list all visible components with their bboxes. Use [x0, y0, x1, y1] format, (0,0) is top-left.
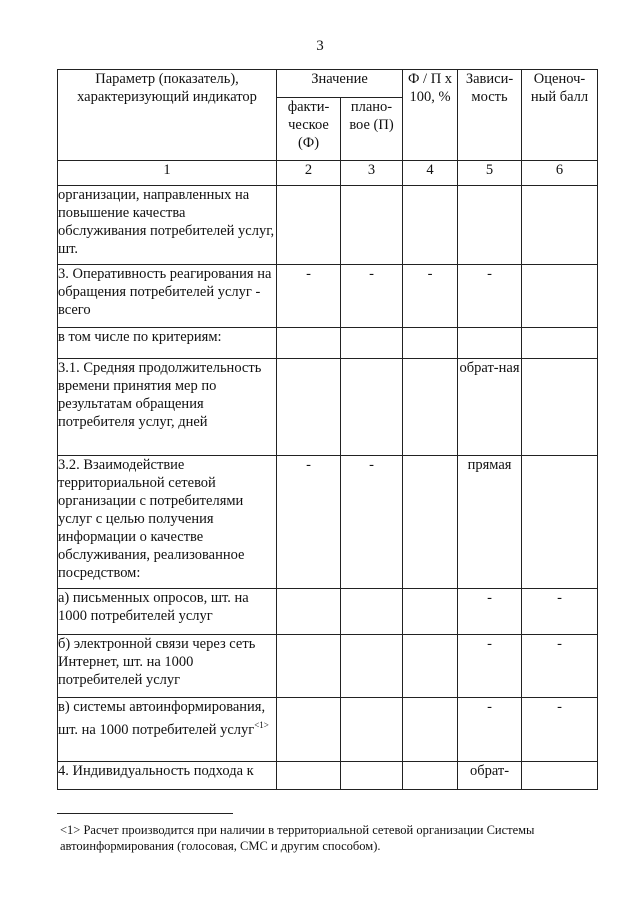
- row-dependency: [458, 186, 522, 265]
- row-score: [522, 186, 598, 265]
- row-planned: [341, 635, 403, 698]
- row-planned: -: [341, 456, 403, 589]
- row-param: 3.2. Взаимодействие территориальной сетевой организации с потребителями услуг с целью получения информации о качестве обслуживания, реализованное посредством:: [58, 456, 277, 589]
- row-actual: [277, 359, 341, 456]
- footnote: <1> Расчет производится при наличии в территориальной сетевой организации Системы автоинформирования (голосовая, СМС и другим способом).: [60, 823, 535, 853]
- row-score: -: [522, 589, 598, 635]
- header-value-group: Значение: [277, 70, 403, 98]
- indicator-table: [57, 69, 598, 790]
- row-actual: -: [277, 265, 341, 328]
- column-number-row: [58, 161, 598, 186]
- row-actual: -: [277, 456, 341, 589]
- table-row: [58, 328, 598, 359]
- row-dependency: обрат-: [458, 762, 522, 790]
- row-dependency: -: [458, 589, 522, 635]
- row-dependency: -: [458, 265, 522, 328]
- row-score: -: [522, 635, 598, 698]
- row-planned: -: [341, 265, 403, 328]
- row-dependency: [458, 328, 522, 359]
- header-row: [58, 70, 598, 98]
- row-actual: [277, 589, 341, 635]
- table-row: [58, 456, 598, 589]
- row-param: а) письменных опросов, шт. на 1000 потребителей услуг: [58, 589, 277, 635]
- row-ratio: [403, 635, 458, 698]
- column-number: 4: [403, 161, 458, 186]
- row-param: б) электронной связи через сеть Интернет, шт. на 1000 потребителей услуг: [58, 635, 277, 698]
- row-ratio: [403, 186, 458, 265]
- header-score: Оценоч-ный балл: [522, 70, 598, 161]
- row-ratio: [403, 589, 458, 635]
- row-ratio: [403, 359, 458, 456]
- row-planned: [341, 589, 403, 635]
- row-param: в том числе по критериям:: [58, 328, 277, 359]
- row-ratio: [403, 328, 458, 359]
- table-row: [58, 265, 598, 328]
- row-actual: [277, 762, 341, 790]
- row-score: [522, 359, 598, 456]
- row-dependency: обрат-ная: [458, 359, 522, 456]
- row-planned: [341, 698, 403, 762]
- row-planned: [341, 762, 403, 790]
- row-planned: [341, 359, 403, 456]
- row-ratio: [403, 698, 458, 762]
- column-number: 1: [58, 161, 277, 186]
- row-actual: [277, 186, 341, 265]
- table-row: [58, 762, 598, 790]
- row-planned: [341, 186, 403, 265]
- row-param: 3. Оперативность реагирования на обращения потребителей услуг - всего: [58, 265, 277, 328]
- column-number: 6: [522, 161, 598, 186]
- column-number: 5: [458, 161, 522, 186]
- row-dependency: прямая: [458, 456, 522, 589]
- header-planned: плано-вое (П): [341, 98, 403, 161]
- row-param-text: в) системы автоинформирования, шт. на 1000 потребителей услуг: [58, 699, 266, 738]
- row-param: 3.1. Средняя продолжительность времени принятия мер по результатам обращения потребителя услуг, дней: [58, 359, 277, 456]
- row-actual: [277, 698, 341, 762]
- table-row: [58, 186, 598, 265]
- row-ratio: [403, 762, 458, 790]
- footnote-marker: <1>: [254, 720, 269, 730]
- row-param: 4. Индивидуальность подхода к: [58, 762, 277, 790]
- row-planned: [341, 328, 403, 359]
- row-param: [58, 698, 277, 762]
- table-row: [58, 635, 598, 698]
- row-score: [522, 265, 598, 328]
- column-number: 2: [277, 161, 341, 186]
- table-row: [58, 698, 598, 762]
- row-ratio: [403, 456, 458, 589]
- row-dependency: -: [458, 635, 522, 698]
- header-actual: факти-ческое (Ф): [277, 98, 341, 161]
- row-param: организации, направленных на повышение качества обслуживания потребителей услуг, шт.: [58, 186, 277, 265]
- row-actual: [277, 328, 341, 359]
- table-row: [58, 589, 598, 635]
- row-actual: [277, 635, 341, 698]
- header-param: Параметр (показатель), характеризующий индикатор: [58, 70, 277, 161]
- header-ratio: Ф / П х 100, %: [403, 70, 458, 161]
- row-score: [522, 762, 598, 790]
- row-score: [522, 328, 598, 359]
- header-dependency: Зависи-мость: [458, 70, 522, 161]
- column-number: 3: [341, 161, 403, 186]
- row-dependency: -: [458, 698, 522, 762]
- row-ratio: -: [403, 265, 458, 328]
- row-score: [522, 456, 598, 589]
- page-number: 3: [316, 38, 324, 54]
- row-score: -: [522, 698, 598, 762]
- table-row: [58, 359, 598, 456]
- footnote-divider: [57, 813, 233, 814]
